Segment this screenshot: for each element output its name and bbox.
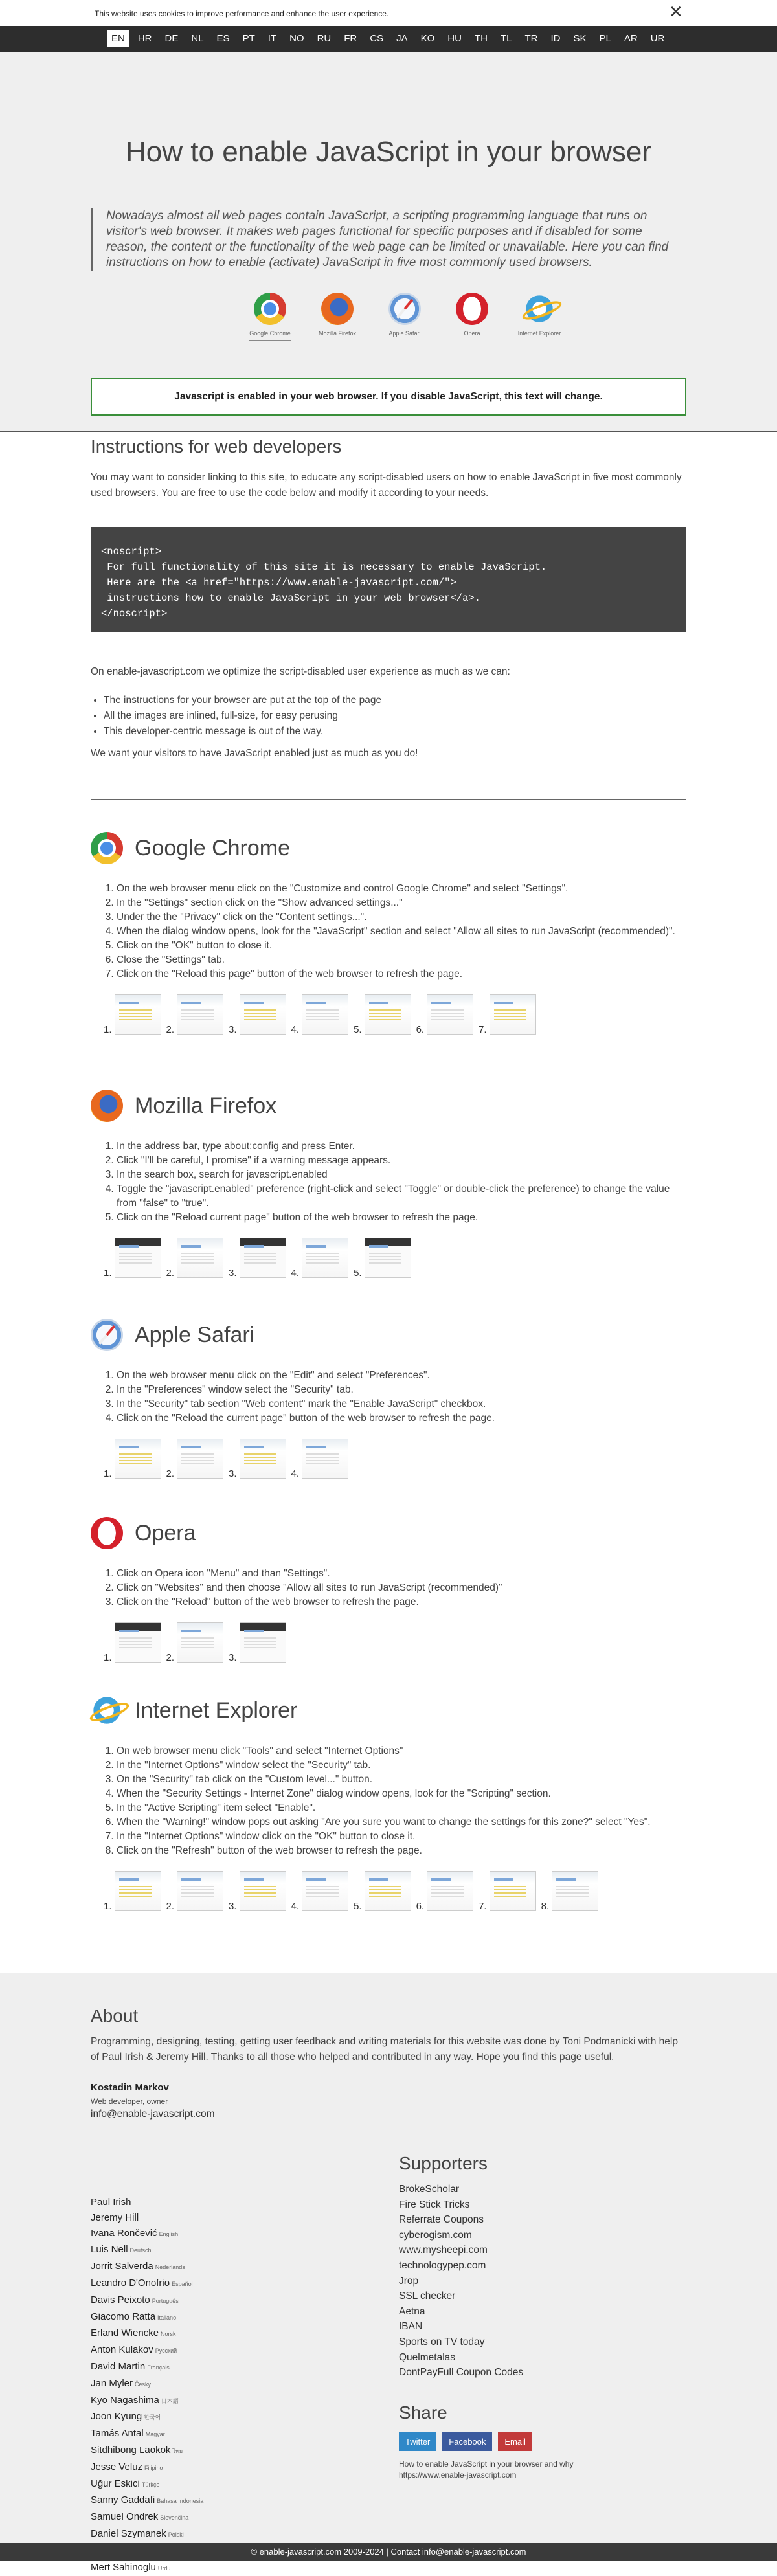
safari-icon (91, 1319, 123, 1351)
thumbnail-number: 6. (416, 1024, 425, 1035)
developer-section (91, 436, 686, 761)
screenshot-thumbnail[interactable] (416, 994, 474, 1035)
thumbnail-number: 1. (104, 1024, 112, 1035)
contributor-name: Anton Kulakov (91, 2344, 153, 2356)
firefox-title: Mozilla Firefox (135, 1093, 277, 1118)
thumbnail-number: 3. (229, 1901, 237, 1912)
screenshot-thumbnail[interactable] (104, 1622, 161, 1663)
code-line: instructions how to enable JavaScript in your web browser</a>. (101, 592, 480, 604)
hero-section (0, 52, 777, 432)
screenshot-image[interactable] (490, 1871, 536, 1911)
safari-title: Apple Safari (135, 1322, 255, 1347)
contributor-item (91, 2342, 203, 2359)
thumbnail-number: 3. (229, 1468, 237, 1479)
screenshot-thumbnail[interactable] (354, 1871, 411, 1911)
step-item: 3. In the "Security" tab section "Web content" mark the "Enable JavaScript" checkbox. (117, 1397, 686, 1411)
supporter-link[interactable]: Jrop (399, 2275, 419, 2287)
contributor-item (91, 2226, 203, 2243)
supporter-link[interactable]: www.mysheepi.com (399, 2245, 488, 2256)
about-block (91, 2006, 686, 2120)
bullet-item: • All the images are inlined, full-size, for easy perusing (104, 708, 686, 724)
chrome-section (91, 829, 686, 1035)
developer-closing-text: We want your visitors to have JavaScript enabled just as much as you do! (91, 748, 418, 759)
step-item: 6. Close the "Settings" tab. (117, 953, 686, 967)
screenshot-thumbnail[interactable] (104, 1871, 161, 1911)
close-icon[interactable]: ✕ (669, 2, 683, 21)
contributor-name: Leandro D'Onofrio (91, 2277, 170, 2289)
browser-label: Google Chrome (249, 330, 291, 341)
contributor-item (91, 2426, 203, 2443)
contributor-language: Slovenčina (160, 2514, 189, 2522)
step-item: 3. In the search box, search for javascript.enabled (117, 1168, 686, 1182)
language-bar (0, 26, 777, 52)
contributor-item (91, 2409, 203, 2426)
contributor-language: Polski (168, 2531, 184, 2538)
language-link-ur[interactable]: UR (650, 33, 665, 44)
developer-optimize-text: On enable-javascript.com we optimize the script-disabled user experience as much as we can: (91, 666, 510, 677)
safari-heading (91, 1316, 686, 1354)
browser-link-chrome[interactable] (236, 293, 304, 337)
contributor-name: Uğur Eskici (91, 2478, 140, 2489)
developer-title: Instructions for web developers (91, 436, 342, 456)
opera-section (91, 1514, 686, 1663)
contributor-language: Français (147, 2364, 170, 2371)
language-link-sk[interactable]: SK (573, 33, 587, 44)
screenshot-image[interactable] (490, 994, 536, 1035)
contributor-language: Deutsch (130, 2247, 152, 2254)
step-item: 1. Click on Opera icon "Menu" and than "Settings". (117, 1567, 686, 1581)
browser-label: Apple Safari (388, 330, 421, 337)
screenshot-image[interactable] (240, 994, 286, 1035)
thumbnail-number: 1. (104, 1901, 112, 1912)
contributor-name: David Martin (91, 2360, 146, 2372)
browser-label: Opera (464, 330, 480, 337)
step-item: 8. Click on the "Refresh" button of the web browser to refresh the page. (117, 1844, 686, 1858)
contributor-language: 日本語 (161, 2397, 179, 2404)
step-item: 6. When the "Warning!" window pops out asking "Are you sure you want to change the settings for this zone?" select "Yes". (117, 1815, 686, 1830)
screenshot-thumbnail[interactable] (104, 994, 161, 1035)
contributor-name: Jan Myler (91, 2377, 133, 2389)
screenshot-image[interactable] (365, 1871, 411, 1911)
step-item: 7. Click on the "Reload this page" button of the web browser to refresh the page. (117, 967, 686, 981)
thumbnail-number: 3. (229, 1652, 237, 1663)
contributor-item (91, 2560, 203, 2576)
browser-link-firefox[interactable] (304, 293, 371, 337)
contributor-name: Jorrit Salverda (91, 2261, 153, 2272)
developer-intro: You may want to consider linking to this site, to educate any script-disabled users on how to enable JavaScript in five most commonly used browsers. You are free to use the code below and modify it according to your needs. (91, 472, 682, 498)
screenshot-thumbnail[interactable] (354, 1238, 411, 1278)
thumbnail-number: 1. (104, 1652, 112, 1663)
thumbnail-number: 3. (229, 1268, 237, 1279)
opera-heading (91, 1514, 686, 1552)
contributor-name: Davis Peixoto (91, 2294, 150, 2305)
thumbnail-number: 3. (229, 1024, 237, 1035)
screenshot-image[interactable] (302, 1238, 348, 1278)
about-text: Programming, designing, testing, getting user feedback and writing materials for this website was done by Toni Podmanicki with help of Paul Irish & Jeremy Hill. Thanks to all those who helped and contributed in any way. Hope you find this page useful. (91, 2036, 678, 2063)
divider (91, 799, 686, 800)
screenshot-image[interactable] (302, 1871, 348, 1911)
language-link-en[interactable]: EN (107, 30, 129, 47)
contributor-language: 한국어 (144, 2414, 161, 2421)
screenshot-image[interactable] (427, 1871, 473, 1911)
step-item: 1. In the address bar, type about:config and press Enter. (117, 1139, 686, 1154)
screenshot-thumbnail[interactable] (229, 994, 286, 1035)
language-link-no[interactable]: NO (289, 33, 304, 44)
screenshot-thumbnail[interactable] (166, 1238, 224, 1278)
contributor-language: Русский (155, 2347, 177, 2355)
cookie-text: This website uses cookies to improve performance and enhance the user experience. (95, 9, 389, 18)
step-item: 1. On web browser menu click "Tools" and select "Internet Options" (117, 1744, 686, 1758)
thumbnail-number: 1. (104, 1468, 112, 1479)
thumbnail-number: 7. (479, 1901, 487, 1912)
language-link-ru[interactable]: RU (317, 33, 332, 44)
step-item: 4. Click on the "Reload the current page" button of the web browser to refresh the page. (117, 1411, 686, 1426)
contributor-language: Česky (135, 2380, 152, 2388)
contributor-name: Erland Wiencke (91, 2327, 159, 2339)
contributor-language: ไทย (172, 2447, 183, 2454)
step-item: 5. Click on the "OK" button to close it. (117, 939, 686, 953)
contributor-name: Paul Irish (91, 2197, 131, 2208)
contributor-language: Español (172, 2280, 193, 2287)
browser-link-opera[interactable] (438, 293, 506, 337)
safari-section (91, 1316, 686, 1479)
supporter-link[interactable]: Fire Stick Tricks (399, 2199, 470, 2210)
firefox-icon (91, 1090, 123, 1122)
owner-email[interactable]: info@enable-javascript.com (91, 2109, 215, 2120)
developer-bullet-list (104, 693, 686, 739)
contributor-language: Norsk (161, 2331, 176, 2338)
chrome-icon (91, 832, 123, 864)
contributor-language: Türkçe (141, 2481, 160, 2488)
contributor-language: Português (152, 2297, 179, 2304)
contributor-item (91, 2259, 203, 2276)
share-title: Share (399, 2402, 447, 2423)
facebook-share-button[interactable]: Facebook (442, 2432, 492, 2451)
safari-icon (388, 293, 421, 325)
screenshot-thumbnail[interactable] (166, 994, 224, 1035)
thumbnail-number: 6. (416, 1901, 425, 1912)
screenshot-image[interactable] (177, 1439, 223, 1479)
browser-selector (236, 293, 573, 337)
contributor-item (91, 2276, 203, 2292)
step-item: 4. When the "Security Settings - Internet Zone" dialog window opens, look for the "Scripting" section. (117, 1787, 686, 1801)
language-link-ko[interactable]: KO (420, 33, 435, 44)
code-line: For full functionality of this site it is necessary to enable JavaScript. (101, 561, 547, 573)
chrome-icon (254, 293, 286, 325)
thumbnail-number: 7. (479, 1024, 487, 1035)
step-item: 4. Toggle the "javascript.enabled" preference (right-click and select "Toggle" or double-click the preference) to change the value from "false" to "true". (117, 1182, 686, 1211)
contributors-list (91, 2195, 203, 2576)
screenshot-thumbnail[interactable] (291, 994, 349, 1035)
language-link-ar[interactable]: AR (624, 33, 638, 44)
firefox-heading (91, 1086, 686, 1125)
thumbnail-number: 2. (166, 1024, 175, 1035)
screenshot-thumbnail[interactable] (229, 1238, 286, 1278)
ie-heading (91, 1691, 686, 1730)
ie-title: Internet Explorer (135, 1697, 298, 1723)
ie-icon (523, 293, 556, 325)
language-link-tl[interactable]: TL (500, 33, 512, 44)
contributor-language: English (159, 2230, 179, 2237)
ie-screenshots (104, 1871, 686, 1911)
share-block (399, 2402, 684, 2481)
contributor-name: Luis Nell (91, 2244, 128, 2256)
contributor-name: Giacomo Ratta (91, 2311, 156, 2322)
contributor-language: Nederlands (155, 2264, 185, 2271)
step-item: 1. On the web browser menu click on the "Edit" and select "Preferences". (117, 1369, 686, 1383)
screenshot-thumbnail[interactable] (479, 994, 536, 1035)
contributor-name: Kyo Nagashima (91, 2394, 159, 2406)
screenshot-thumbnail[interactable] (291, 1871, 349, 1911)
language-link-pt[interactable]: PT (242, 33, 255, 44)
screenshot-thumbnail[interactable] (166, 1622, 224, 1663)
step-item: 2. In the "Settings" section click on the "Show advanced settings..." (117, 896, 686, 910)
opera-icon (91, 1517, 123, 1549)
thumbnail-number: 4. (291, 1024, 300, 1035)
screenshot-image[interactable] (427, 994, 473, 1035)
contributor-item (91, 2359, 203, 2376)
language-link-ja[interactable]: JA (396, 33, 408, 44)
language-link-hu[interactable]: HU (447, 33, 462, 44)
about-title: About (91, 2006, 139, 2026)
screenshot-thumbnail[interactable] (291, 1238, 349, 1278)
browser-label: Mozilla Firefox (318, 330, 356, 337)
intro-text: Nowadays almost all web pages contain JavaScript, a scripting programming language that runs on visitor's web browser. It makes web pages functional for specific purposes and if disabled for some reason, the content or the functionality of the web page can be limited or unavailable. Here you can find instructions on how to enable (activate) JavaScript in five most commonly used browsers. (91, 208, 686, 271)
screenshot-image[interactable] (302, 1439, 348, 1479)
contributor-language: Bahasa Indonesia (157, 2498, 204, 2505)
step-item: 1. On the web browser menu click on the "Customize and control Google Chrome" and select "Settings". (117, 882, 686, 896)
supporter-link[interactable]: technologypep.com (399, 2259, 486, 2271)
language-link-hr[interactable]: HR (137, 33, 152, 44)
page-title: How to enable JavaScript in your browser (126, 136, 651, 168)
screenshot-image[interactable] (365, 1238, 411, 1278)
thumbnail-number: 2. (166, 1652, 175, 1663)
step-item: 2. In the "Internet Options" window select the "Security" tab. (117, 1758, 686, 1773)
copyright-bar: © enable-javascript.com 2009-2024 | Contact info@enable-javascript.com (0, 2543, 777, 2561)
thumbnail-number: 5. (354, 1268, 362, 1279)
screenshot-image[interactable] (177, 994, 223, 1035)
chrome-steps (117, 882, 686, 981)
screenshot-image[interactable] (240, 1439, 286, 1479)
supporter-link[interactable]: BrokeScholar (399, 2184, 460, 2195)
language-link-pl[interactable]: PL (599, 33, 611, 44)
screenshot-thumbnail[interactable] (166, 1871, 224, 1911)
step-item: 2. Click on "Websites" and then choose "Allow all sites to run JavaScript (recommended)" (117, 1581, 686, 1595)
screenshot-image[interactable] (177, 1622, 223, 1663)
language-link-tr[interactable]: TR (524, 33, 538, 44)
contributor-name: Mert Sahinoglu (91, 2561, 156, 2573)
twitter-share-button[interactable]: Twitter (399, 2432, 436, 2451)
email-share-button[interactable]: Email (498, 2432, 532, 2451)
bullet-item: • The instructions for your browser are put at the top of the page (104, 693, 686, 708)
contributor-language: Magyar (145, 2431, 165, 2438)
thumbnail-number: 2. (166, 1468, 175, 1479)
step-item: 7. In the "Internet Options" window click on the "OK" button to close it. (117, 1830, 686, 1844)
contributor-name: Jeremy Hill (91, 2212, 139, 2223)
supporter-link[interactable]: DontPayFull Coupon Codes (399, 2367, 524, 2379)
supporter-link[interactable]: Referrate Coupons (399, 2214, 484, 2226)
ie-icon (91, 1694, 123, 1727)
supporter-link[interactable]: cyberogism.com (399, 2229, 472, 2241)
javascript-status-box: Javascript is enabled in your web browser. If you disable JavaScript, this text will change. (91, 378, 686, 416)
thumbnail-number: 8. (541, 1901, 550, 1912)
firefox-section (91, 1086, 686, 1278)
opera-screenshots (104, 1622, 686, 1663)
step-item: 2. Click "I'll be careful, I promise" if a warning message appears. (117, 1154, 686, 1168)
contributor-language: Urdu (157, 2564, 171, 2571)
supporter-link[interactable]: IBAN (399, 2321, 423, 2333)
step-item: 5. In the "Active Scripting" item select "Enable". (117, 1801, 686, 1815)
screenshot-image[interactable] (240, 1871, 286, 1911)
language-link-nl[interactable]: NL (191, 33, 204, 44)
step-item: 5. Click on the "Reload current page" button of the web browser to refresh the page. (117, 1211, 686, 1225)
thumbnail-number: 4. (291, 1901, 300, 1912)
screenshot-image[interactable] (115, 1622, 161, 1663)
thumbnail-number: 5. (354, 1024, 362, 1035)
thumbnail-number: 4. (291, 1268, 300, 1279)
browser-link-ie[interactable] (506, 293, 573, 337)
thumbnail-number: 4. (291, 1468, 300, 1479)
screenshot-thumbnail[interactable] (229, 1622, 286, 1663)
noscript-code-block[interactable] (91, 527, 686, 632)
contributor-language: Italiano (157, 2314, 177, 2321)
owner-info (91, 2082, 686, 2120)
screenshot-image[interactable] (177, 1238, 223, 1278)
contributor-item (91, 2210, 203, 2226)
contributor-item (91, 2459, 203, 2476)
thumbnail-number: 2. (166, 1268, 175, 1279)
contributor-name: Jesse Veluz (91, 2461, 143, 2472)
owner-role: Web developer, owner (91, 2097, 168, 2106)
screenshot-thumbnail[interactable] (416, 1871, 474, 1911)
screenshot-thumbnail[interactable] (229, 1871, 286, 1911)
contributor-item (91, 2309, 203, 2326)
opera-steps (117, 1567, 686, 1609)
contributor-item (91, 2476, 203, 2493)
supporter-link[interactable]: SSL checker (399, 2290, 456, 2302)
screenshot-image[interactable] (302, 994, 348, 1035)
screenshot-thumbnail[interactable] (104, 1439, 161, 1479)
screenshot-image[interactable] (240, 1622, 286, 1663)
step-item: 2. In the "Preferences" window select the "Security" tab. (117, 1383, 686, 1397)
screenshot-thumbnail[interactable] (104, 1238, 161, 1278)
contributor-name: Samuel Ondrek (91, 2511, 159, 2523)
step-item: 3. Under the the "Privacy" click on the "Content settings...". (117, 910, 686, 924)
contributor-item (91, 2195, 203, 2210)
screenshot-image[interactable] (365, 994, 411, 1035)
safari-steps (117, 1369, 686, 1426)
contributor-item (91, 2393, 203, 2410)
screenshot-thumbnail[interactable] (354, 994, 411, 1035)
contributor-item (91, 2242, 203, 2259)
firefox-steps (117, 1139, 686, 1225)
screenshot-thumbnail[interactable] (166, 1439, 224, 1479)
contributor-item (91, 2443, 203, 2459)
contributor-item (91, 2376, 203, 2393)
language-link-de[interactable]: DE (164, 33, 179, 44)
cookie-banner (0, 0, 777, 26)
thumbnail-number: 2. (166, 1901, 175, 1912)
opera-title: Opera (135, 1520, 196, 1545)
supporter-link[interactable]: Sports on TV today (399, 2336, 485, 2347)
screenshot-thumbnail[interactable] (229, 1439, 286, 1479)
supporters-title: Supporters (399, 2153, 488, 2173)
contributor-item (91, 2292, 203, 2309)
browser-link-safari[interactable] (371, 293, 438, 337)
contributor-language: Filipino (144, 2464, 163, 2471)
code-line: Here are the <a href="https://www.enable-javascript.com/"> (101, 577, 456, 588)
language-link-es[interactable]: ES (216, 33, 230, 44)
language-link-th[interactable]: TH (474, 33, 488, 44)
screenshot-image[interactable] (552, 1871, 598, 1911)
thumbnail-number: 1. (104, 1268, 112, 1279)
browser-label: Internet Explorer (517, 330, 561, 337)
screenshot-thumbnail[interactable] (291, 1439, 349, 1479)
step-item: 4. When the dialog window opens, look for the "JavaScript" section and select "Allow all sites to run JavaScript (recommended)". (117, 924, 686, 939)
language-link-cs[interactable]: CS (370, 33, 384, 44)
contributor-name: Sanny Gaddafi (91, 2494, 155, 2506)
screenshot-image[interactable] (177, 1871, 223, 1911)
contributor-name: Sitdhibong Laokok (91, 2444, 171, 2456)
screenshot-image[interactable] (115, 1238, 161, 1278)
language-link-id[interactable]: ID (550, 33, 561, 44)
chrome-screenshots (104, 994, 686, 1035)
bullet-item: • This developer-centric message is out of the way. (104, 724, 686, 739)
supporter-link[interactable]: Quelmetalas (399, 2351, 456, 2363)
step-item: 3. Click on the "Reload" button of the web browser to refresh the page. (117, 1595, 686, 1609)
screenshot-thumbnail[interactable] (541, 1871, 599, 1911)
contributor-name: Ivana Rončević (91, 2227, 157, 2239)
screenshot-image[interactable] (115, 1439, 161, 1479)
firefox-screenshots (104, 1238, 686, 1278)
contributor-name: Tamás Antal (91, 2428, 144, 2439)
ie-steps (117, 1744, 686, 1858)
code-line: <noscript> (101, 546, 162, 557)
contributor-item (91, 2492, 203, 2509)
chrome-title: Google Chrome (135, 835, 291, 860)
screenshot-image[interactable] (115, 994, 161, 1035)
contributor-name: Daniel Szymanek (91, 2527, 166, 2539)
screenshot-thumbnail[interactable] (479, 1871, 536, 1911)
step-item: 3. On the "Security" tab click on the "Custom level..." button. (117, 1773, 686, 1787)
contributor-item (91, 2509, 203, 2526)
opera-icon (456, 293, 488, 325)
contributor-item (91, 2325, 203, 2342)
screenshot-image[interactable] (115, 1871, 161, 1911)
firefox-icon (321, 293, 354, 325)
contributor-name: Joon Kyung (91, 2411, 142, 2423)
language-link-it[interactable]: IT (267, 33, 277, 44)
code-line: </noscript> (101, 608, 168, 620)
chrome-heading (91, 829, 686, 868)
ie-section (91, 1691, 686, 1911)
contributor-item (91, 2526, 203, 2543)
thumbnail-number: 5. (354, 1901, 362, 1912)
share-description: How to enable JavaScript in your browser and why https://www.enable-javascript.com (399, 2459, 574, 2480)
screenshot-image[interactable] (240, 1238, 286, 1278)
owner-name: Kostadin Markov (91, 2082, 169, 2093)
supporters-block (399, 2153, 684, 2481)
safari-screenshots (104, 1439, 686, 1479)
supporter-link[interactable]: Aetna (399, 2305, 425, 2317)
language-link-fr[interactable]: FR (344, 33, 357, 44)
supporters-list (399, 2182, 684, 2380)
